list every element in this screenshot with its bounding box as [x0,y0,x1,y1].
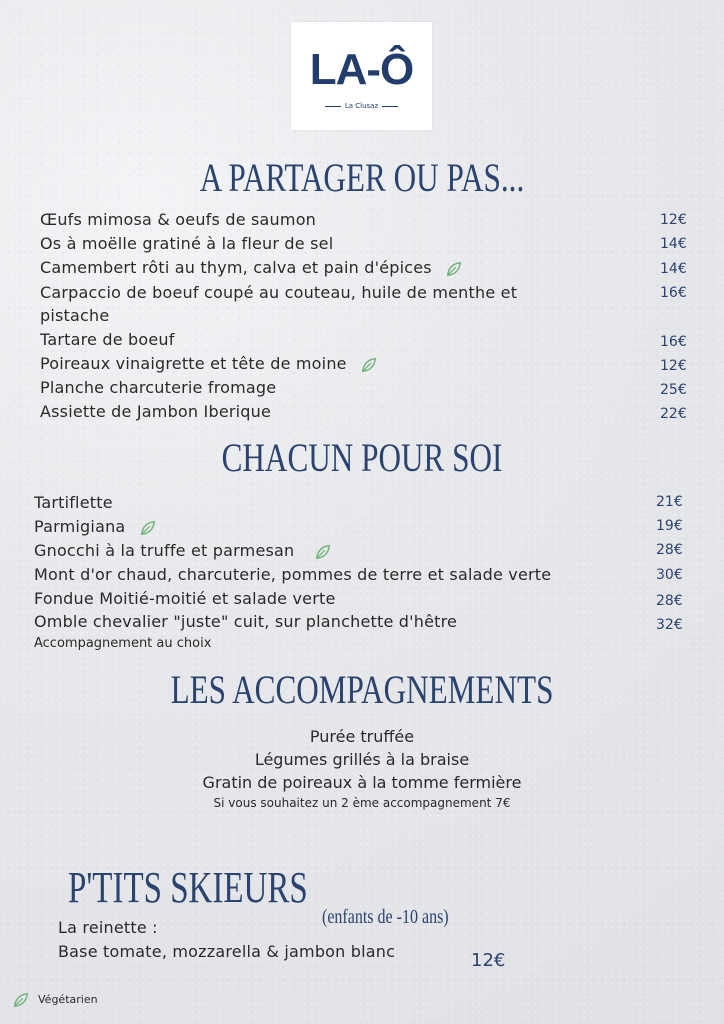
menu-item: Os à moëlle gratiné à la fleur de sel [40,234,334,253]
menu-item: Mont d'or chaud, charcuterie, pommes de terre et salade verte [34,565,552,584]
menu-price: 22€ [660,406,687,422]
side-dish: Gratin de poireaux à la tomme fermière [202,773,522,792]
logo [291,22,432,130]
legend-label: Végétarien [38,993,98,1006]
kids-item-name: La reinette : [58,918,158,937]
menu-price: 12€ [660,212,687,228]
kids-item-desc: Base tomate, mozzarella & jambon blanc [58,942,396,961]
leaf-icon [12,991,30,1009]
kids-price: 12€ [471,950,506,971]
logo-place: La Clusaz [291,102,432,110]
menu-item: Tartiflette [34,493,113,512]
leaf-icon [314,543,332,561]
menu-item: Fondue Moitié-moitié et salade verte [34,589,336,608]
menu-item-continued: pistache [40,306,110,325]
menu-price: 14€ [660,236,687,252]
menu-item: Poireaux vinaigrette et tête de moine [40,354,378,374]
menu-price: 25€ [660,382,687,398]
leaf-icon [139,519,157,537]
legend [12,991,98,1009]
section-title-chacun: CHACUN POUR SOI [221,435,503,480]
menu-price: 16€ [660,334,687,350]
menu-item: Tartare de boeuf [40,330,175,349]
menu-item: Planche charcuterie fromage [40,378,277,397]
menu-item: Parmigiana [34,517,157,537]
menu-item: Gnocchi à la truffe et parmesan [34,541,332,561]
menu-price: 28€ [656,542,683,558]
logo-mark: LA-Ô [309,45,414,94]
menu-item: Camembert rôti au thym, calva et pain d'épices [40,258,463,278]
leaf-icon [360,356,378,374]
menu-item: Carpaccio de boeuf coupé au couteau, huile de menthe et [40,283,518,302]
menu-price: 21€ [656,494,683,510]
side-dish-note: Si vous souhaitez un 2 ème accompagnement 7€ [213,796,511,810]
menu-price: 19€ [656,518,683,534]
menu-item: Omble chevalier "juste" cuit, sur planchette d'hêtre [34,612,458,631]
leaf-icon [445,260,463,278]
section-title-accompagnements: LES ACCOMPAGNEMENTS [170,667,554,712]
menu-price: 28€ [656,593,683,609]
menu-price: 16€ [660,285,687,301]
section-title-partager: A PARTAGER OU PAS... [199,155,525,200]
menu-price: 32€ [656,617,683,633]
menu-price: 12€ [660,358,687,374]
menu-price: 30€ [656,567,683,583]
menu-item: Œufs mimosa & oeufs de saumon [40,210,317,229]
side-dish: Légumes grillés à la braise [254,750,470,769]
section-title-skieurs: P'TITS SKIEURS [68,863,308,912]
menu-item: Assiette de Jambon Iberique [40,402,272,421]
section-note: Accompagnement au choix [34,636,212,651]
menu-price: 14€ [660,261,687,277]
section-subtitle-skieurs: (enfants de -10 ans) [322,906,449,928]
side-dish: Purée truffée [309,727,415,746]
